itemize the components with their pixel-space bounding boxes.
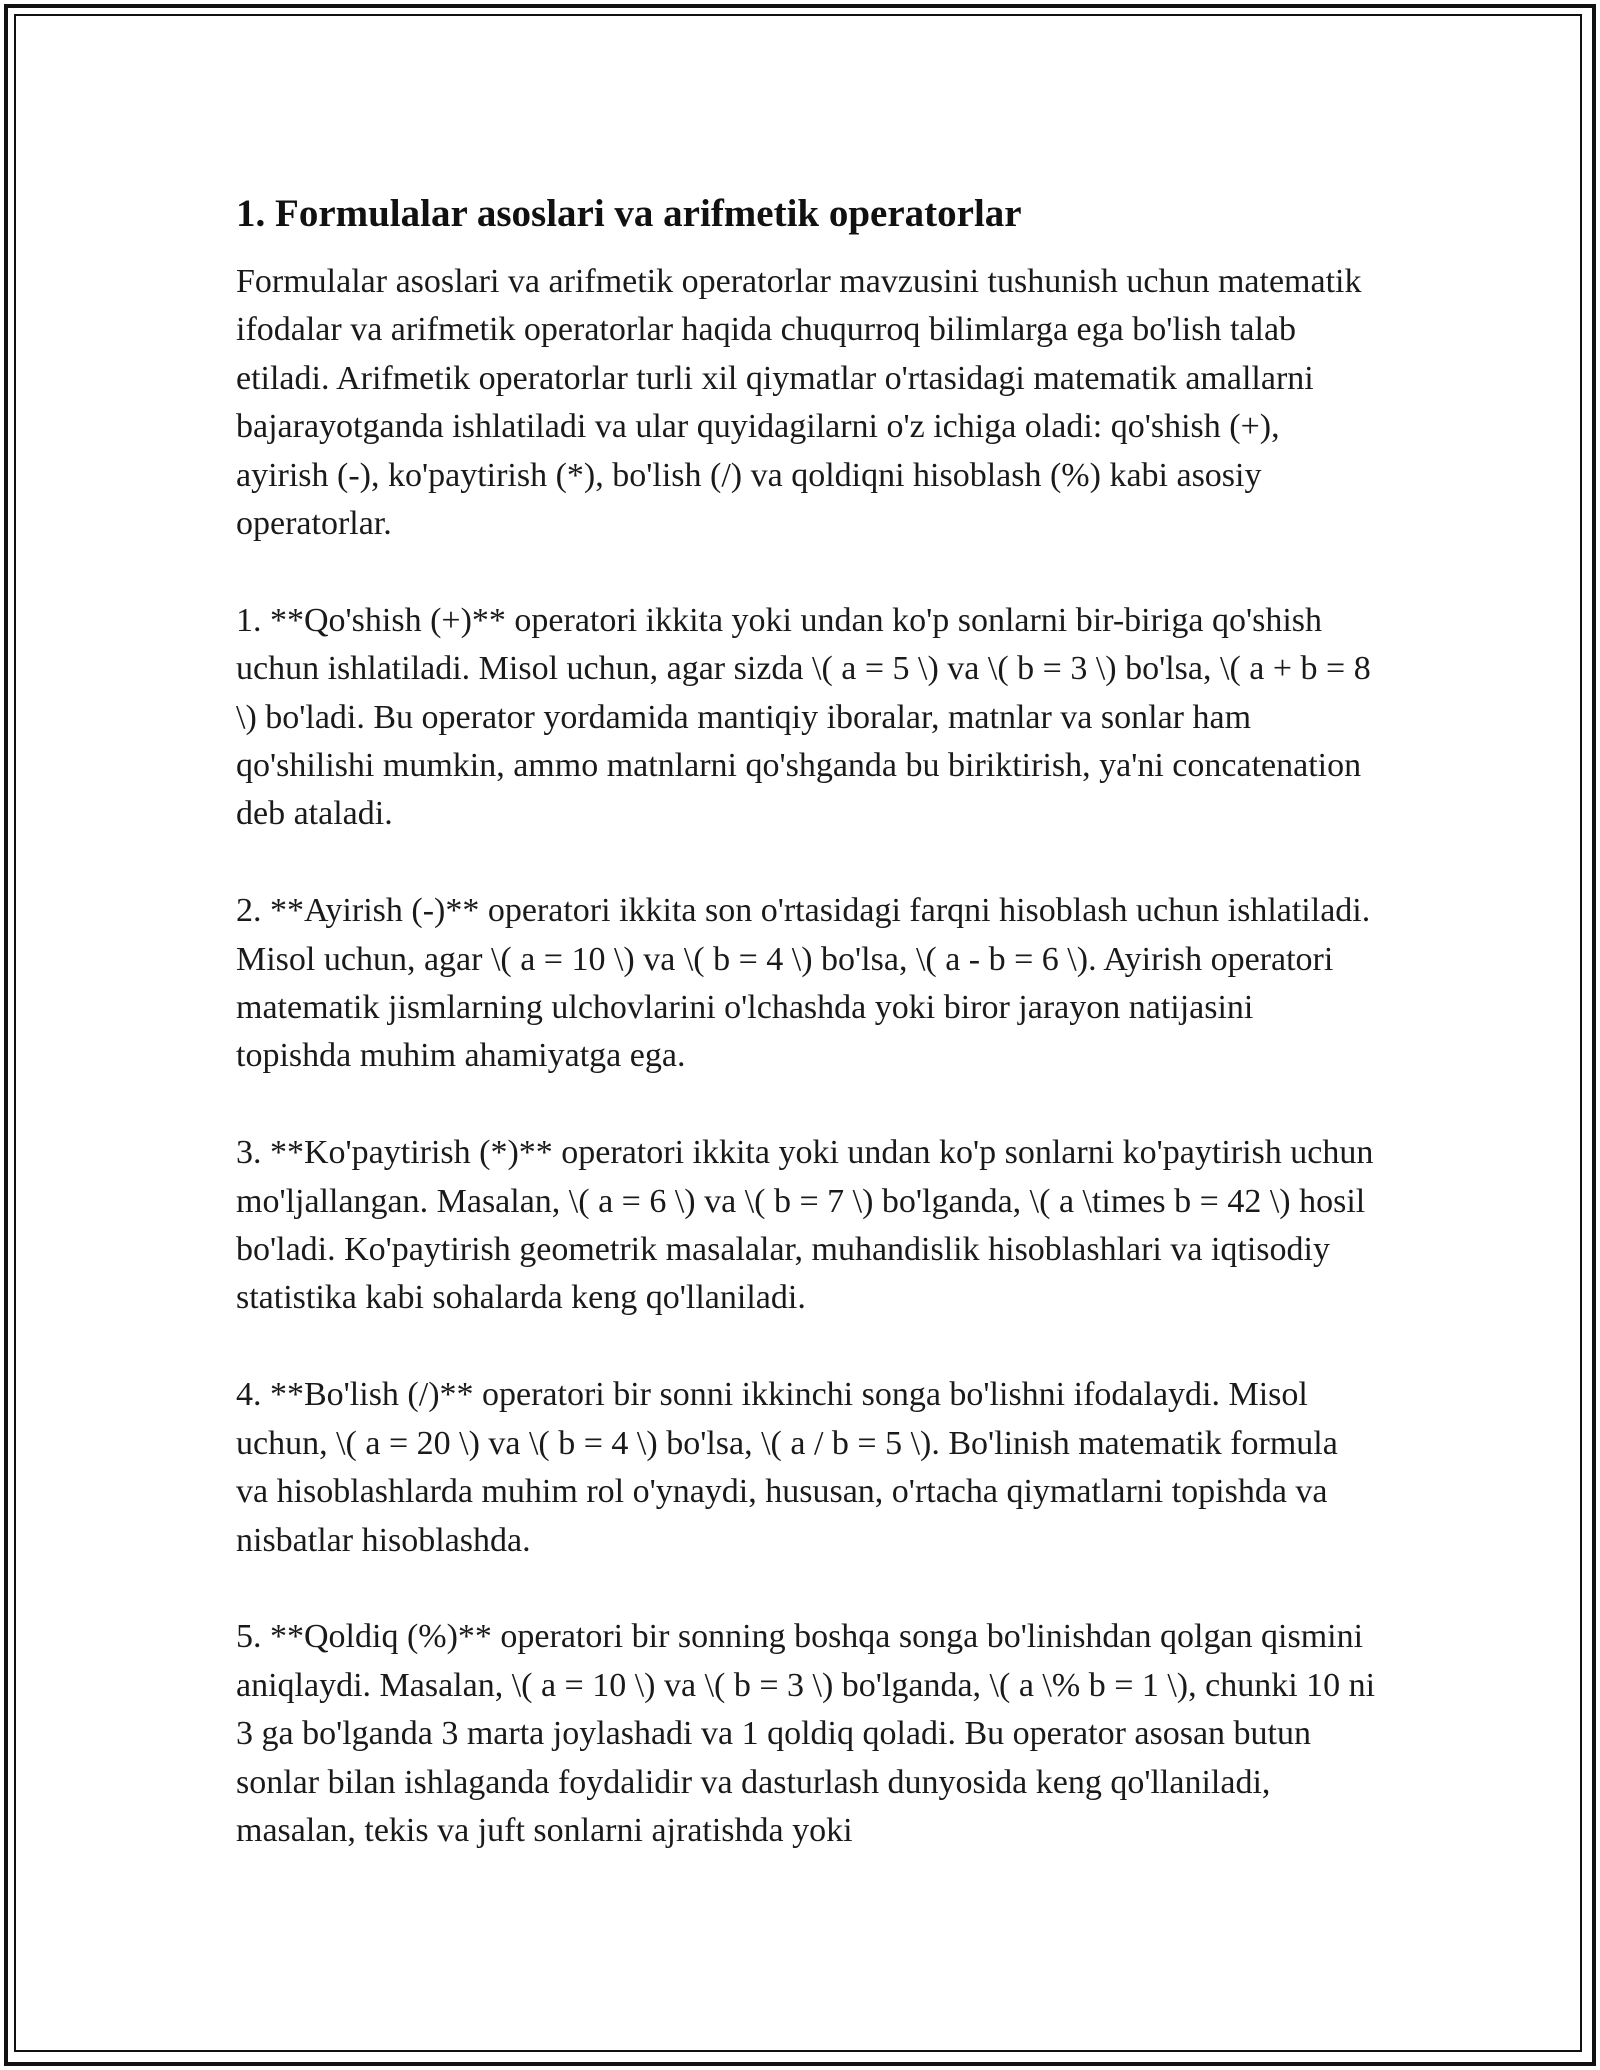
remainder-paragraph: 5. **Qoldiq (%)** operatori bir sonning boshqa songa bo'linishdan qolgan qismini aniqlaydi. Masalan, \( a = 10 \) va \( b = 3 \) bo'lganda, \( a \% b = 1 \), chunki 10 ni 3 ga bo'lganda 3 marta joylashadi va 1 qoldiq qoladi. Bu operator asosan butun sonlar bilan ishlaganda foydalidir va dasturlash dunyosida keng qo'llaniladi, masalan, tekis va juft sonlarni ajratishda yoki <box>236 1618 1376 1849</box>
division-paragraph: 4. **Bo'lish (/)** operatori bir sonni ikkinchi songa bo'lishni ifodalaydi. Misol uchun, \( a = 20 \) va \( b = 4 \) bo'lsa, \( a / b = 5 \). Bo'linish matematik formula va hisoblashlarda muhim rol o'ynaydi, hususan, o'rtacha qiymatlarni topishda va nisbatlar hisoblashda. <box>236 1376 1338 1559</box>
multiplication-paragraph: 3. **Ko'paytirish (*)** operatori ikkita yoki undan ko'p sonlarni ko'paytirish uchun mo'ljallangan. Masalan, \( a = 6 \) va \( b = 7 \) bo'lganda, \( a \times b = 42 \) hosil bo'ladi. Ko'paytirish geometrik masalalar, muhandislik hisoblashlari va iqtisodiy statistika kabi sohalarda keng qo'llaniladi. <box>236 1134 1374 1317</box>
intro-paragraph: Formulalar asoslari va arifmetik operatorlar mavzusini tushunish uchun matematik ifodalar va arifmetik operatorlar haqida chuqurroq bilimlarga ega bo'lish talab etiladi. Arifmetik operatorlar turli xil qiymatlar o'rtasidagi matematik amallarni bajarayotganda ishlatiladi va ular quyidagilarni o'z ichiga oladi: qo'shish (+), ayirish (-), ko'paytirish (*), bo'lish (/) va qoldiqni hisoblash (%) kabi asosiy operatorlar. <box>236 263 1362 543</box>
subtraction-paragraph: 2. **Ayirish (-)** operatori ikkita son o'rtasidagi farqni hisoblash uchun ishlatiladi. Misol uchun, agar \( a = 10 \) va \( b = 4 \) bo'lsa, \( a - b = 6 \). Ayirish operatori matematik jismlarning ulchovlarini o'lchashda yoki biror jarayon natijasini topishda muhim ahamiyatga ega. <box>236 892 1371 1075</box>
section-heading: 1. Formulalar asoslari va arifmetik operatorlar <box>236 192 1022 235</box>
addition-paragraph: 1. **Qo'shish (+)** operatori ikkita yoki undan ko'p sonlarni bir-biriga qo'shish uchun ishlatiladi. Misol uchun, agar sizda \( a = 5 \) va \( b = 3 \) bo'lsa, \( a + b = 8 \) bo'ladi. Bu operator yordamida mantiqiy iboralar, matnlar va sonlar ham qo'shilishi mumkin, ammo matnlarni qo'shganda bu biriktirish, ya'ni concatenation deb ataladi. <box>236 601 1371 833</box>
document-body <box>236 188 1376 1904</box>
